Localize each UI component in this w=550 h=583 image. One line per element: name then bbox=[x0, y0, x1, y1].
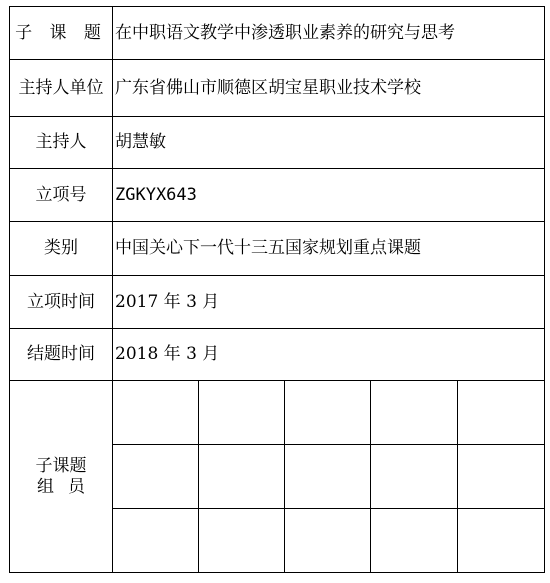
row-project-number bbox=[10, 169, 545, 222]
member-cell bbox=[371, 445, 458, 509]
label-host: 主持人 bbox=[10, 117, 113, 169]
row-host-unit bbox=[10, 60, 545, 117]
label-category: 类别 bbox=[10, 222, 113, 276]
project-info-table bbox=[9, 6, 545, 573]
label-host-unit: 主持人单位 bbox=[10, 60, 113, 117]
member-cell bbox=[371, 381, 458, 445]
row-category bbox=[10, 222, 545, 276]
row-end-time bbox=[10, 329, 545, 381]
member-cell bbox=[458, 509, 545, 573]
label-end-time: 结题时间 bbox=[10, 329, 113, 381]
label-subproject-title: 子 课 题 bbox=[10, 7, 113, 60]
member-cell bbox=[285, 509, 371, 573]
member-cell bbox=[113, 445, 199, 509]
member-cell bbox=[199, 381, 285, 445]
row-start-time bbox=[10, 276, 545, 329]
row-host bbox=[10, 117, 545, 169]
label-members bbox=[10, 381, 113, 573]
value-host-unit: 广东省佛山市顺德区胡宝星职业技术学校 bbox=[113, 60, 545, 117]
label-members-line1: 子课题 bbox=[35, 456, 87, 477]
value-subproject-title: 在中职语文教学中渗透职业素养的研究与思考 bbox=[113, 7, 545, 60]
member-cell bbox=[113, 381, 199, 445]
member-cell bbox=[285, 445, 371, 509]
row-subproject-title bbox=[10, 7, 545, 60]
value-category: 中国关心下一代十三五国家规划重点课题 bbox=[113, 222, 545, 276]
member-cell bbox=[285, 381, 371, 445]
label-members-line2: 组员 bbox=[37, 476, 99, 497]
member-cell bbox=[199, 509, 285, 573]
member-cell bbox=[113, 509, 199, 573]
value-host: 胡慧敏 bbox=[113, 117, 545, 169]
members-row-1 bbox=[10, 381, 545, 445]
member-cell bbox=[458, 381, 545, 445]
value-end-time: 2018 年 3 月 bbox=[113, 329, 545, 381]
member-cell bbox=[458, 445, 545, 509]
value-start-time: 2017 年 3 月 bbox=[113, 276, 545, 329]
member-cell bbox=[371, 509, 458, 573]
member-cell bbox=[199, 445, 285, 509]
value-project-number: ZGKYX643 bbox=[113, 169, 545, 222]
label-start-time: 立项时间 bbox=[10, 276, 113, 329]
label-project-number: 立项号 bbox=[10, 169, 113, 222]
